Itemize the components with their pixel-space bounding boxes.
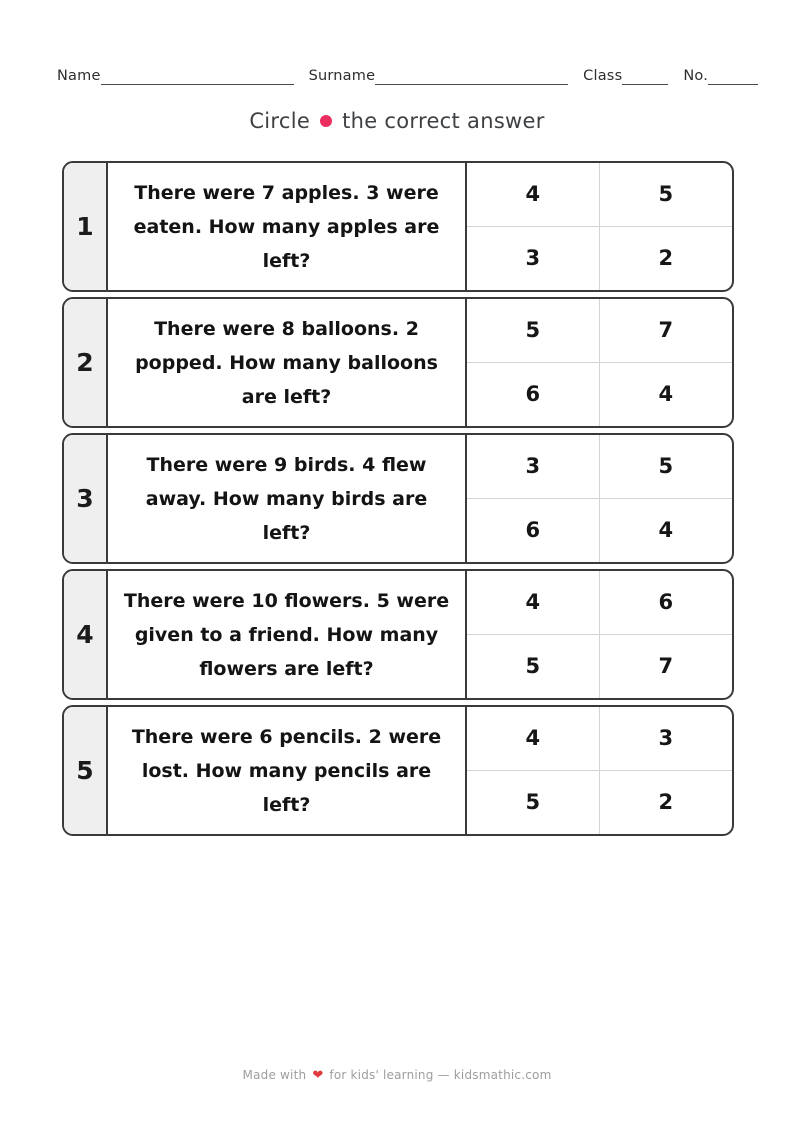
answer-option[interactable]: 6 xyxy=(467,499,600,563)
answer-option[interactable]: 7 xyxy=(600,299,733,363)
answer-option[interactable]: 3 xyxy=(467,227,600,291)
question-text: There were 9 birds. 4 flew away. How many birds are left? xyxy=(145,453,428,544)
question-card-1 xyxy=(62,161,734,292)
class-label: Class xyxy=(583,68,623,84)
question-number: 4 xyxy=(64,571,108,698)
no-label: No. xyxy=(683,68,709,84)
footer-text-after: for kids' learning — kidsmathic.com xyxy=(329,1068,552,1082)
answer-option[interactable]: 5 xyxy=(467,771,600,835)
answer-option[interactable]: 5 xyxy=(467,635,600,699)
answer-option[interactable]: 4 xyxy=(467,707,600,771)
name-fill-line[interactable] xyxy=(101,70,294,85)
answer-option[interactable]: 5 xyxy=(467,299,600,363)
circle-icon xyxy=(320,115,332,127)
answer-option[interactable]: 4 xyxy=(658,518,674,543)
answer-option[interactable]: 5 xyxy=(600,163,733,227)
answer-option[interactable]: 4 xyxy=(467,163,600,227)
class-fill-line[interactable] xyxy=(622,70,668,85)
footer-text-before: Made with xyxy=(242,1068,307,1082)
answer-grid xyxy=(465,435,732,562)
name-label: Name xyxy=(57,68,101,84)
question-number: 2 xyxy=(64,299,108,426)
answer-option[interactable]: 4 xyxy=(467,571,600,635)
answer-option[interactable]: 3 xyxy=(467,435,600,499)
no-fill-line[interactable] xyxy=(708,70,758,85)
answer-grid xyxy=(465,707,732,834)
answer-option[interactable]: 2 xyxy=(658,246,674,271)
answer-option[interactable]: 3 xyxy=(600,707,733,771)
question-text: There were 6 pencils. 2 were lost. How many pencils are left? xyxy=(131,725,442,816)
surname-label: Surname xyxy=(308,68,376,84)
question-card-5 xyxy=(62,705,734,836)
answer-option[interactable]: 4 xyxy=(658,382,674,407)
question-card-3 xyxy=(62,433,734,564)
question-text: There were 10 flowers. 5 were given to a friend. How many flowers are left? xyxy=(123,589,450,680)
answer-option[interactable]: 6 xyxy=(467,363,600,427)
question-number: 1 xyxy=(64,163,108,290)
answer-option[interactable]: 6 xyxy=(600,571,733,635)
heart-icon: ❤ xyxy=(312,1068,324,1083)
answer-grid xyxy=(465,163,732,290)
question-text: There were 8 balloons. 2 popped. How many balloons are left? xyxy=(135,317,438,408)
question-number: 5 xyxy=(64,707,108,834)
question-card-list xyxy=(62,161,734,841)
answer-grid xyxy=(465,571,732,698)
answer-option[interactable]: 5 xyxy=(600,435,733,499)
header-fill-in-row xyxy=(57,68,758,85)
instruction-title xyxy=(0,109,794,133)
question-number: 3 xyxy=(64,435,108,562)
title-prefix: Circle xyxy=(249,109,311,133)
answer-option[interactable]: 2 xyxy=(658,790,674,815)
question-text: There were 7 apples. 3 were eaten. How many apples are left? xyxy=(133,181,440,272)
question-card-2 xyxy=(62,297,734,428)
footer-credit xyxy=(0,1068,794,1083)
answer-option[interactable]: 7 xyxy=(658,654,674,679)
surname-fill-line[interactable] xyxy=(375,70,568,85)
title-suffix: the correct answer xyxy=(342,109,545,133)
question-card-4 xyxy=(62,569,734,700)
answer-grid xyxy=(465,299,732,426)
